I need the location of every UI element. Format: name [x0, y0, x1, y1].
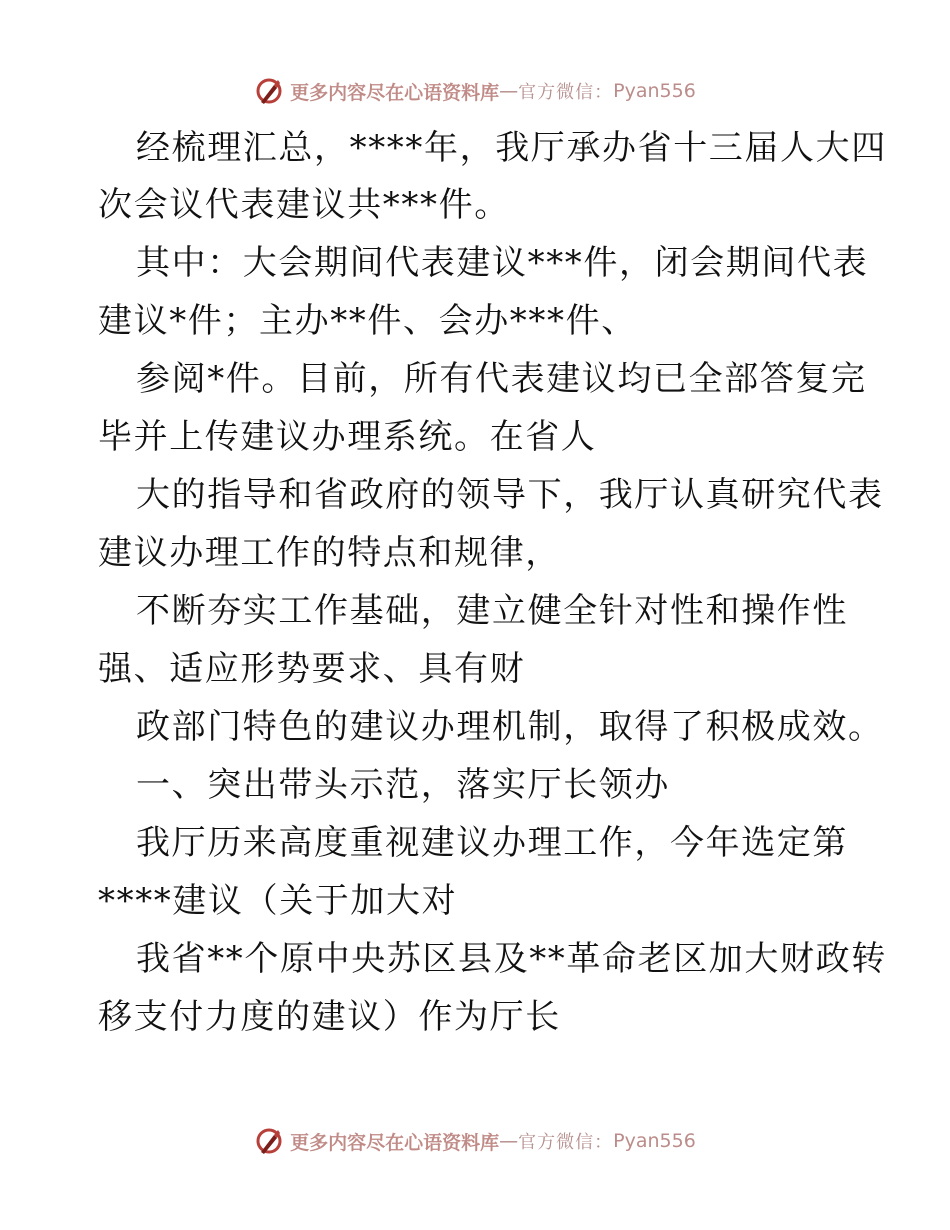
paragraph-line: 不断夯实工作基础，建立健全针对性和操作性 — [136, 591, 848, 631]
paragraph-line: ****建议（关于加大对 — [98, 881, 458, 921]
paragraph-line: 次会议代表建议共***件。 — [98, 185, 510, 225]
paragraph-line: 移支付力度的建议）作为厅长 — [98, 997, 561, 1037]
paragraph-line: 经梳理汇总，****年，我厅承办省十三届人大四 — [136, 128, 887, 168]
paragraph-line: 政部门特色的建议办理机制，取得了积极成效。 — [136, 707, 884, 747]
header-watermark-banner — [0, 71, 950, 111]
banner-site-text: 更多内容尽在心语资料库 — [290, 1131, 500, 1154]
pen-logo-icon — [254, 76, 284, 106]
banner-wechat-id: Pyan556 — [613, 1130, 696, 1152]
banner-site-text: 更多内容尽在心语资料库 — [290, 81, 500, 104]
paragraph-line: 建议办理工作的特点和规律， — [98, 533, 561, 573]
banner-separator: — — [499, 1130, 519, 1152]
paragraph-line: 大的指导和省政府的领导下，我厅认真研究代表 — [136, 475, 884, 515]
paragraph-line: 我省**个原中央苏区县及**革命老区加大财政转 — [136, 939, 887, 979]
paragraph-line: 参阅*件。目前，所有代表建议均已全部答复完 — [136, 359, 867, 399]
pen-logo-icon — [254, 1126, 284, 1156]
banner-wechat-id: Pyan556 — [613, 80, 696, 102]
paragraph-line: 我厅历来高度重视建议办理工作，今年选定第 — [136, 823, 848, 863]
footer-watermark-banner — [0, 1121, 950, 1161]
paragraph-line: 强、适应形势要求、具有财 — [98, 649, 526, 689]
banner-separator: — — [499, 80, 519, 102]
banner-official-label: 官方微信： — [518, 82, 614, 103]
section-heading: 一、突出带头示范，落实厅长领办 — [136, 765, 670, 805]
paragraph-line: 其中：大会期间代表建议***件，闭会期间代表 — [136, 243, 869, 283]
banner-official-label: 官方微信： — [518, 1132, 614, 1153]
paragraph-line: 毕并上传建议办理系统。在省人 — [98, 417, 597, 457]
paragraph-line: 建议*件；主办**件、会办***件、 — [98, 301, 637, 341]
